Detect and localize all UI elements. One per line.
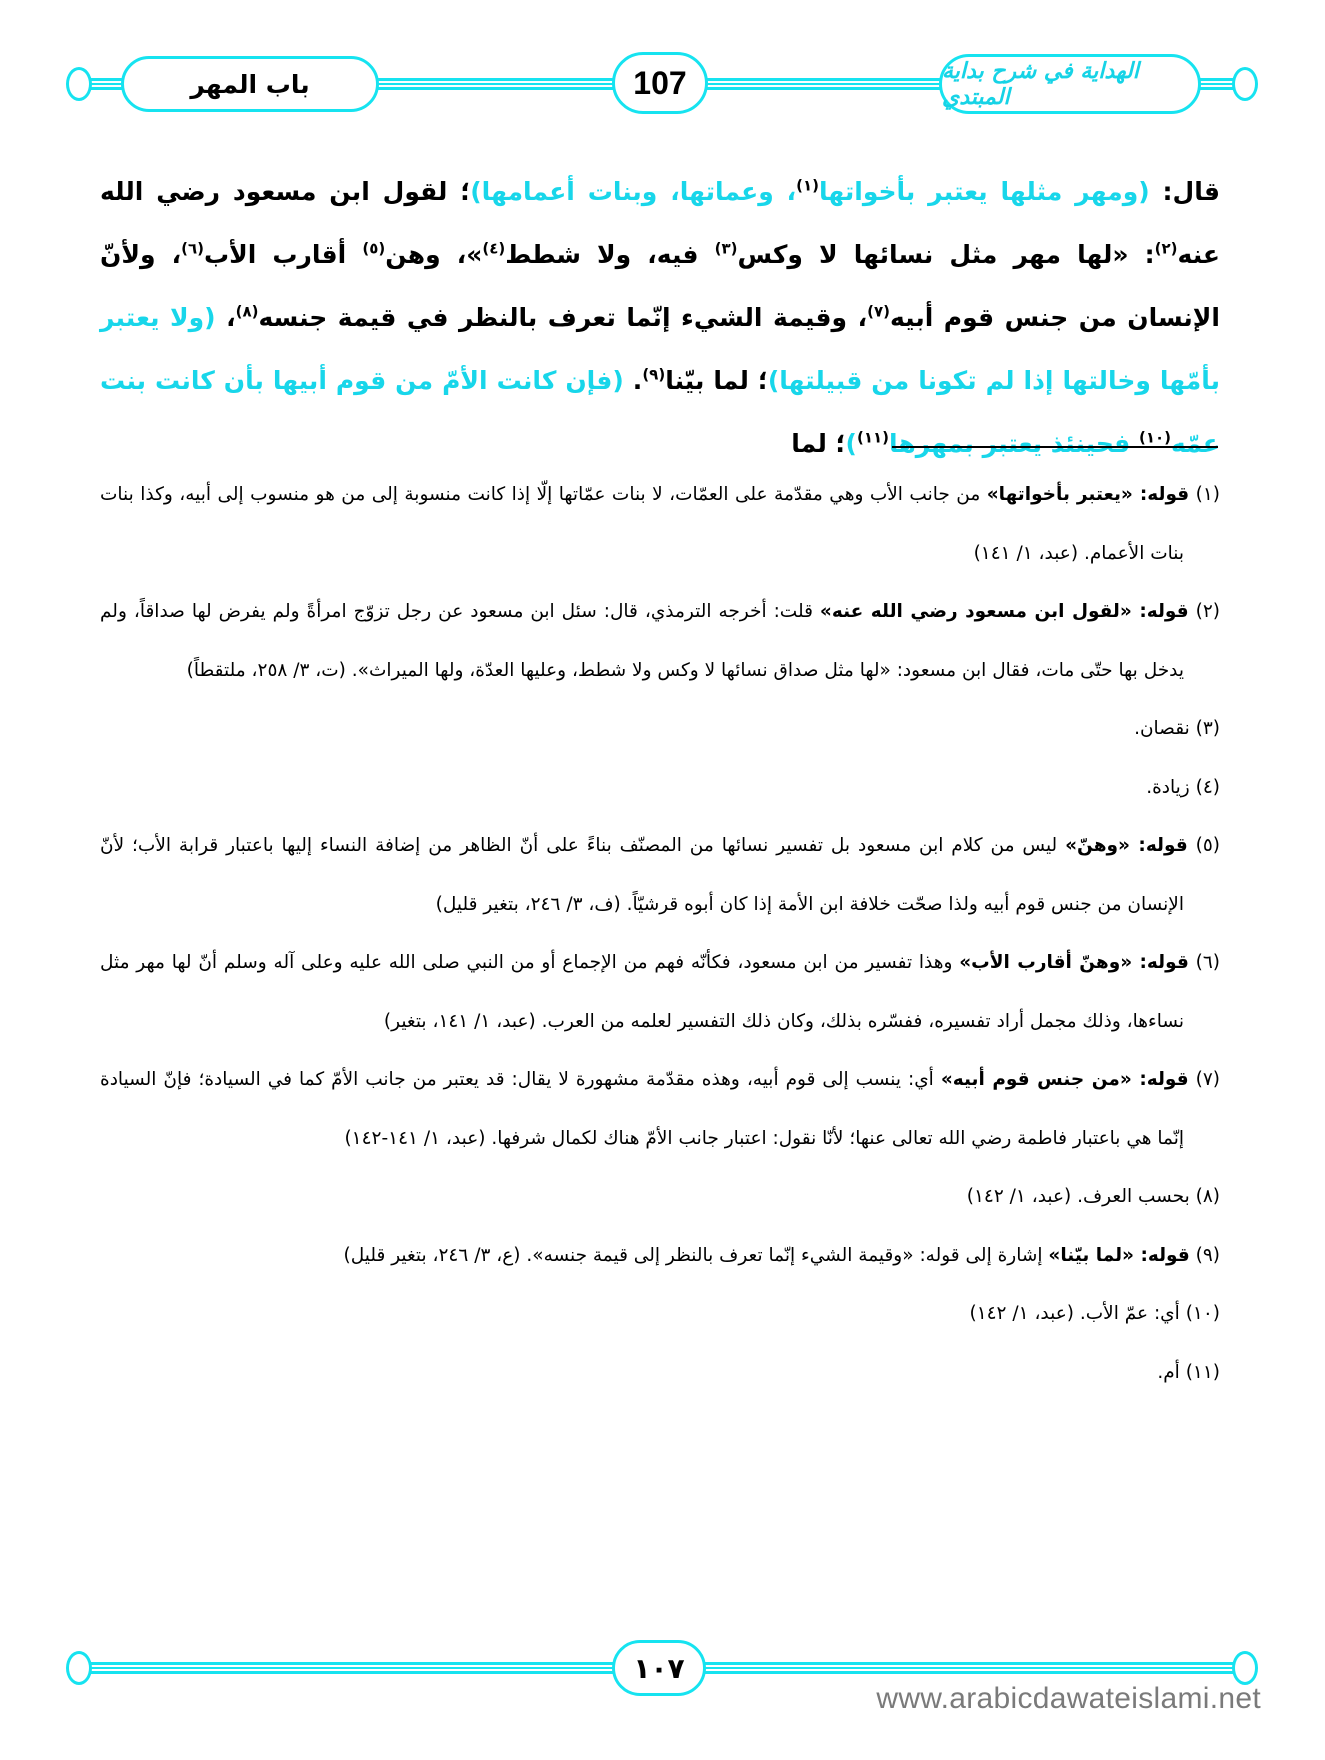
footnote-number: (٦) bbox=[1195, 952, 1220, 973]
footnote-text: من جانب الأب وهي مقدّمة على العمّات، لا بنات عمّاتها إلّا إذا كانت منسوبة إلى من هو منسوب إلى أبيه، وكذا بنات بنات الأعمام. (عبد، ١/ ١٤١) bbox=[100, 484, 1184, 564]
commentary-text: قال: bbox=[1149, 177, 1220, 206]
footnote-ref: (٩) bbox=[642, 365, 666, 384]
footer-ornament-cap-left bbox=[66, 1651, 92, 1685]
footnote bbox=[100, 817, 1220, 934]
matn-text: (ولا يعتبر بأمّها وخالتها إذا لم تكونا من قبيلتها) bbox=[100, 303, 1220, 395]
footnote-lead: قوله: «لقول ابن مسعود رضي الله عنه» bbox=[819, 601, 1189, 622]
footer-page-number bbox=[612, 1640, 706, 1696]
commentary-text: ؛ لما بيّنا bbox=[665, 366, 768, 395]
footnote-number: (٧) bbox=[1195, 1069, 1220, 1090]
commentary-text: ؛ لما bbox=[791, 429, 846, 458]
footnote bbox=[100, 759, 1220, 818]
footnote-ref: (٤) bbox=[482, 239, 506, 258]
footnote-separator bbox=[892, 446, 1218, 448]
footnote-number: (١١) bbox=[1185, 1361, 1220, 1383]
header-ornament-cap-right bbox=[1232, 67, 1258, 101]
header-page-number bbox=[612, 52, 708, 114]
footnote-lead: قوله: «وهنّ» bbox=[1065, 835, 1188, 856]
footnote-number: (١) bbox=[1195, 484, 1220, 505]
footnote-ref: (٧) bbox=[867, 302, 890, 321]
footnote-text: نقصان. bbox=[1134, 718, 1190, 739]
commentary-text: أقارب الأب bbox=[203, 240, 363, 269]
footnote-text: زيادة. bbox=[1146, 776, 1190, 798]
commentary-text: فيه، ولا شطط bbox=[505, 240, 715, 269]
footnote-text: أي: ينسب إلى قوم أبيه، وهذه مقدّمة مشهورة لا يقال: قد يعتبر من جانب الأمّ كما في السيادة؛ فإنّ السيادة إنّما هي باعتبار فاطمة رضي الله تعالى عنها؛ لأنّا نقول: اعتبار جانب الأمّ هناك لكمال شرفها. (عبد، ١/ ١٤١-١٤٢) bbox=[100, 1069, 1184, 1149]
footnote bbox=[100, 583, 1220, 700]
footnote-ref: (٦) bbox=[181, 239, 204, 258]
matn-text: ) bbox=[845, 429, 857, 458]
footnote-number: (٢) bbox=[1195, 601, 1220, 622]
footnote bbox=[100, 1051, 1220, 1168]
footnote-text: أي: عمّ الأب. (عبد، ١/ ١٤٢) bbox=[969, 1303, 1180, 1324]
footer-ornament-cap-right bbox=[1232, 1651, 1258, 1685]
footnote-number: (٨) bbox=[1195, 1186, 1220, 1207]
footnote bbox=[100, 1344, 1220, 1403]
footnote-ref: (١٠) bbox=[1138, 428, 1171, 447]
footnote bbox=[100, 1227, 1220, 1286]
footnote-text: وهذا تفسير من ابن مسعود، فكأنّه فهم من الإجماع أو من النبي صلى الله عليه وعلى آله وسلم أنّ لها مهر مثل نساءها، وذلك مجمل أراد تفسيره، ففسّره بذلك، وكان ذلك التفسير لعلمه من العرب. (عبد، ١/ ١٤١، بتغير) bbox=[100, 952, 1184, 1032]
footnote-number: (٤) bbox=[1195, 776, 1220, 798]
footnote-lead: قوله: «لما بيّنا» bbox=[1048, 1244, 1190, 1266]
footnote-lead: قوله: «من جنس قوم أبيه» bbox=[940, 1069, 1189, 1090]
footnote bbox=[100, 934, 1220, 1051]
commentary-text: ؛ لقول ابن مسعود رضي الله عنه bbox=[100, 177, 1220, 269]
watermark: www.arabicdawateislami.net bbox=[876, 1682, 1261, 1715]
footnote-number: (٣) bbox=[1195, 718, 1220, 739]
footnote-text: إشارة إلى قوله: «وقيمة الشيء إنّما تعرف بالنظر إلى قيمة جنسه». (ع، ٣/ ٢٤٦، بتغير قليل) bbox=[343, 1244, 1049, 1266]
footnote-text: بحسب العرف. (عبد، ١/ ١٤٢) bbox=[966, 1186, 1190, 1207]
header-ornament-cap-left bbox=[66, 67, 92, 101]
commentary-text: : «لها مهر مثل نسائها لا وكس bbox=[737, 240, 1155, 269]
footnote-text: أم. bbox=[1157, 1361, 1180, 1383]
footnote-number: (٥) bbox=[1195, 835, 1220, 856]
matn-text: ، وعماتها، وبنات أعمامها) bbox=[470, 177, 797, 206]
footnote-number: (١٠) bbox=[1185, 1303, 1220, 1324]
chapter-title-text: باب المهر bbox=[190, 69, 310, 99]
footnote bbox=[100, 1285, 1220, 1344]
commentary-text: ، وقيمة الشيء إنّما تعرف بالنظر في قيمة جنسه bbox=[258, 303, 868, 332]
footnote-text: قلت: أخرجه الترمذي، قال: سئل ابن مسعود عن رجل تزوّج امرأةً ولم يفرض لها صداقاً، ولم يدخل بها حتّى مات، فقال ابن مسعود: «لها مثل صداق نسائها لا وكس ولا شطط، وعليها العدّة، ولها الميراث». (ت، ٣/ ٢٥٨، ملتقطاً) bbox=[100, 601, 1184, 681]
commentary-text: . bbox=[623, 366, 643, 395]
footnote-ref: (٥) bbox=[362, 239, 386, 258]
footnote-ref: (٣) bbox=[714, 239, 738, 258]
footnotes bbox=[100, 466, 1220, 1402]
commentary-text: ، ولأنّ الإنسان من جنس قوم أبيه bbox=[100, 240, 1220, 332]
footnote bbox=[100, 1168, 1220, 1227]
book-logo-text: الهداية في شرح بداية المبتدي bbox=[942, 58, 1139, 110]
footnote-ref: (٢) bbox=[1154, 239, 1178, 258]
footnote bbox=[100, 700, 1220, 759]
header-page-number-text: 107 bbox=[633, 64, 687, 101]
footnote-number: (٩) bbox=[1195, 1244, 1220, 1266]
footnote-ref: (١١) bbox=[856, 428, 890, 447]
commentary-text: »، وهن bbox=[385, 240, 483, 269]
chapter-title bbox=[121, 56, 379, 112]
main-text bbox=[100, 160, 1220, 475]
matn-text: (ومهر مثلها يعتبر بأخواتها bbox=[819, 177, 1150, 206]
commentary-text: ، bbox=[215, 303, 236, 332]
footnote-lead: قوله: «وهنّ أقارب الأب» bbox=[959, 952, 1189, 973]
footnote-text: ليس من كلام ابن مسعود بل تفسير نسائها من المصنّف بناءً على أنّ الظاهر من إضافة النساء إليها باعتبار قرابة الأب؛ لأنّ الإنسان من جنس قوم أبيه ولذا صحّت خلافة ابن الأمة إذا كان أبوه قرشيّاً. (ف، ٣/ ٢٤٦، بتغير قليل) bbox=[100, 835, 1184, 915]
footnote-ref: (٨) bbox=[235, 302, 259, 321]
footer-page-number-text: ١٠٧ bbox=[633, 1651, 685, 1685]
matn-text: (فإن كانت الأمّ من قوم أبيها بأن كانت بنت عمّه bbox=[100, 366, 1220, 458]
footnote bbox=[100, 466, 1220, 583]
footnote-ref: (١) bbox=[796, 176, 819, 195]
footnote-lead: قوله: «يعتبر بأخواتها» bbox=[986, 484, 1190, 505]
book-logo bbox=[939, 54, 1201, 114]
matn-text: فحينئذ يعتبر بمهرها bbox=[889, 429, 1139, 458]
